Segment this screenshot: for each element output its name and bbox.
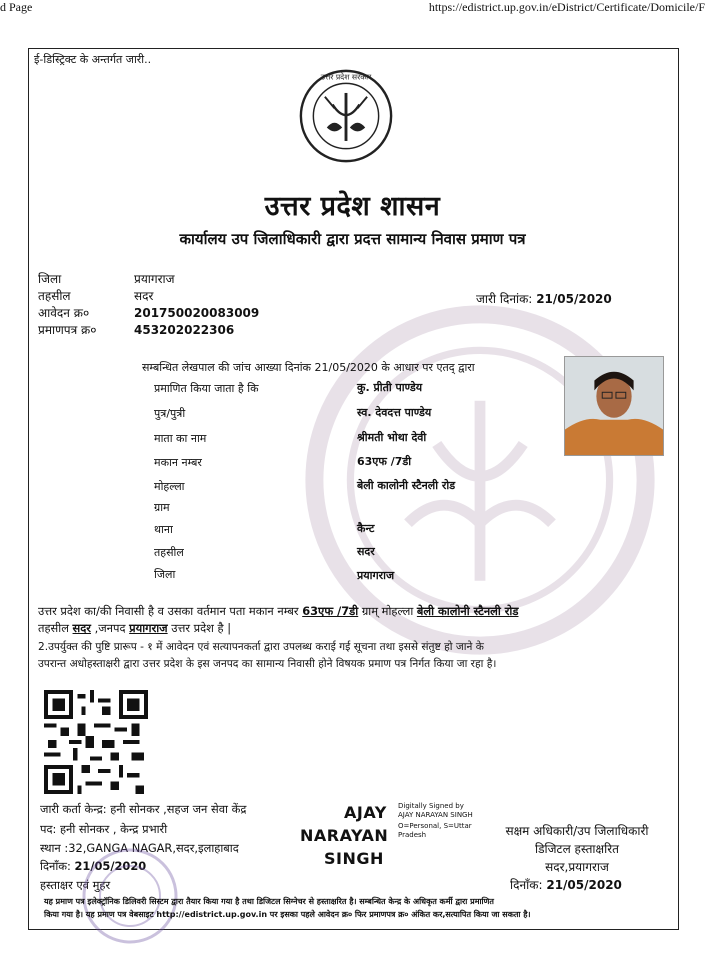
meta-certificate-number: प्रमाणपत्र क्र० 453202022306 xyxy=(38,323,235,337)
officer-title: सक्षम अधिकारी/उप जिलाधिकारी xyxy=(505,824,649,838)
detail-label: मकान नम्बर xyxy=(154,456,202,469)
digitally-signed-by: Digitally Signed by xyxy=(398,802,464,810)
detail-label: प्रमाणित किया जाता है कि xyxy=(154,382,259,395)
meta-tehsil: तहसील सदर xyxy=(38,289,154,303)
detail-label: ग्राम xyxy=(154,501,170,514)
detail-label: माता का नाम xyxy=(154,432,207,445)
issuer-location: स्थान :32,GANGA NAGAR,सदर,इलाहाबाद xyxy=(40,841,239,855)
officer-place: सदर,प्रयागराज xyxy=(545,860,609,874)
detail-label: थाना xyxy=(154,523,173,536)
page-url: https://edistrict.up.gov.in/eDistrict/Certificate/Domicile/F xyxy=(428,0,705,14)
issuer-date: दिनाँक: 21/05/2020 xyxy=(40,859,147,873)
footer-note-line2: किया गया है। यह प्रमाण पत्र वेबसाइट http://edistrict.up.gov.in पर इसका पहले आवेदन क्र० फिर प्रमाणपत्र क्र० अंकित कर,सत्यापित किया जा सकता है। xyxy=(44,910,531,919)
applicant-photo xyxy=(564,356,664,456)
police-station: कैन्ट xyxy=(357,522,375,535)
issuer-designation: पद: हनी सोनकर , केन्द्र प्रभारी xyxy=(40,822,168,836)
verification-paragraph-line2: उपरान्त अधोहस्ताक्षरी द्वारा उत्तर प्रदेश के इस जनपद का सामान्य निवासी होने विषयक प्रमाण पत्र निर्गत किया जा रहा है। xyxy=(38,658,497,670)
detail-label: मोहल्ला xyxy=(154,480,185,493)
emblem-text: उत्तर प्रदेश सरकार xyxy=(320,72,372,82)
tehsil-value: सदर xyxy=(357,545,375,558)
father-name: स्व. देवदत्त पाण्डेय xyxy=(357,406,432,419)
digital-signer-name: AJAY NARAYAN SINGH xyxy=(398,811,473,819)
qr-code xyxy=(44,690,148,794)
signer-name-line3: SINGH xyxy=(324,849,384,868)
detail-label: तहसील xyxy=(154,546,184,559)
issue-date: जारी दिनांक: 21/05/2020 xyxy=(476,292,612,306)
residence-paragraph-line2: तहसील सदर ,जनपद प्रयागराज उत्तर प्रदेश है | xyxy=(38,621,232,635)
residence-paragraph-line1: उत्तर प्रदेश का/की निवासी है व उसका वर्तमान पता मकान नम्बर 63एफ /7डी ग्राम् मोहल्ला बेली कालोनी स्टैनली रोड xyxy=(38,604,519,618)
browser-tab-fragment: d Page xyxy=(0,0,33,14)
officer-digital-sign-note: डिजिटल हस्ताक्षरित xyxy=(535,842,619,856)
verification-paragraph-line1: 2.उपर्युक्त की पुष्टि प्रारूप - १ में आवेदन एवं सत्यापनकर्ता द्वारा उपलब्ध कराई गई सूचना तथा इससे संतुष्ट हो जाने के xyxy=(38,641,484,653)
signer-name-line2: NARAYAN xyxy=(300,826,389,845)
footer-note-line1: यह प्रमाण पत्र इलेक्ट्रॉनिक डिलिवरी सिस्टम द्वारा तैयार किया गया है तथा डिजिटल सिग्नेचर से हस्ताक्षरित है। सम्बन्धित केन्द्र के अधिकृत कर्मी द्वारा प्रमाणित xyxy=(44,897,494,906)
issuing-center: जारी कर्ता केन्द्र: हनी सोनकर ,सहज जन सेवा केंद्र xyxy=(40,802,247,816)
digital-signer-org: O=Personal, S=Uttar xyxy=(398,822,472,830)
signer-name-line1: AJAY xyxy=(344,803,387,822)
government-title: उत्तर प्रदेश शासन xyxy=(264,191,441,222)
detail-label: पुत्र/पुत्री xyxy=(154,407,186,420)
detail-label: जिला xyxy=(154,568,176,581)
digital-signer-state: Pradesh xyxy=(398,831,427,839)
officer-date: दिनाँक: 21/05/2020 xyxy=(510,878,622,892)
issuer-signature-label: हस्ताक्षर एवं मुहर xyxy=(40,878,111,892)
meta-district: जिला प्रयागराज xyxy=(38,272,175,286)
issued-under-note: ई-डिस्ट्रिक्ट के अन्तर्गत जारी.. xyxy=(34,53,152,66)
certificate-subtitle: कार्यालय उप जिलाधिकारी द्वारा प्रदत्त सामान्य निवास प्रमाण पत्र xyxy=(179,230,526,248)
mother-name: श्रीमती भोथा देवी xyxy=(357,431,427,444)
house-number: 63एफ /7डी xyxy=(357,455,412,468)
up-government-emblem-icon xyxy=(298,68,394,164)
district-value: प्रयागराज xyxy=(357,569,395,582)
meta-application-number: आवेदन क्र० 201750020083009 xyxy=(38,306,260,320)
intro-text: सम्बन्धित लेखपाल की जांच आख्या दिनांक 21/05/2020 के आधार पर एतद् द्वारा xyxy=(142,361,475,374)
locality: बेली कालोनी स्टैनली रोड xyxy=(357,479,456,492)
applicant-name: कु. प्रीती पाण्डेय xyxy=(357,381,423,394)
